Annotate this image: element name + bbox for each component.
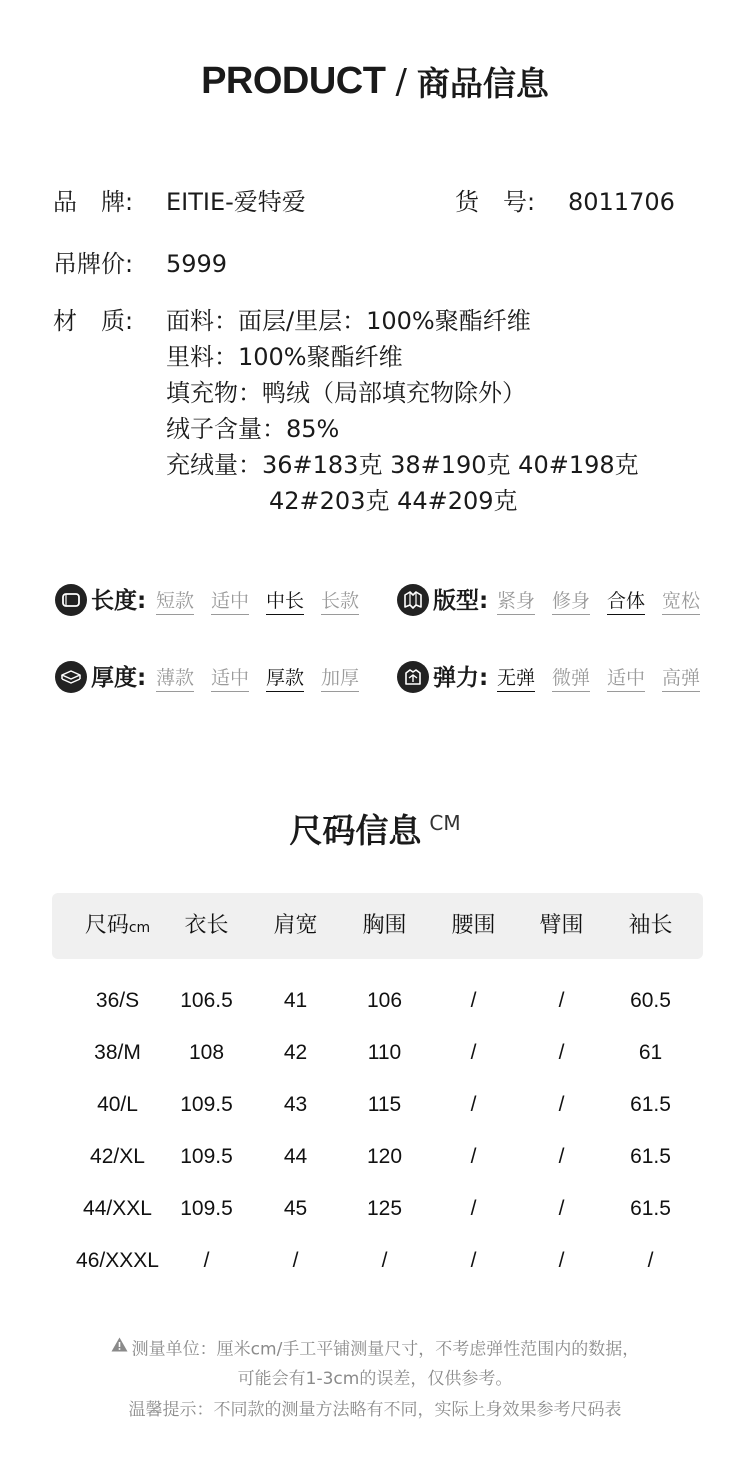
attr-length-option: 适中 [211,588,249,615]
size-table-cell: 106 [366,989,403,1012]
size-table-cell: / [558,989,565,1012]
size-table-header-cell: 尺码cm [84,913,151,938]
price-row [53,246,353,282]
size-table-cell: / [558,1093,565,1116]
header-title-en: PRODUCT [201,60,386,102]
size-table-cell: 110 [367,1041,402,1064]
material-line: 绒子含量：85% [166,415,340,443]
attr-length-label: 长度: [91,588,147,614]
attr-thickness-options [156,665,359,692]
size-table-cell: 42 [283,1041,308,1064]
size-table-cell: 61 [638,1041,663,1064]
size-table-row [52,981,703,1021]
attr-elasticity [397,661,717,695]
size-table-cell: / [470,1093,477,1116]
size-table-cell: / [203,1249,210,1272]
size-info-unit: CM [429,811,461,835]
size-table-cell: 106.5 [180,989,233,1012]
size-table-cell: / [558,1197,565,1220]
size-table-cell: 125 [366,1197,403,1220]
elasticity-icon [397,661,429,693]
size-table-row [52,1033,703,1073]
size-table-cell: 44 [283,1145,308,1168]
brand-row [53,184,383,220]
size-table-cell: 61.5 [630,1145,671,1168]
size-table-cell: / [381,1249,388,1272]
note-line-2: 可能会有1-3cm的误差，仅供参考。 [237,1368,513,1389]
size-table-cell: 108 [188,1041,225,1064]
size-table-cell: 109.5 [180,1093,233,1116]
attr-length-options [156,588,359,615]
size-table-cell: 120 [366,1145,403,1168]
size-table-cell: / [558,1145,565,1168]
attr-elasticity-option: 高弹 [662,665,700,692]
size-table-header-cell: 胸围 [362,913,407,938]
attr-length-option: 长款 [321,588,359,615]
size-table-header-cell: 肩宽 [273,913,318,938]
price-label: 吊牌价: [53,250,134,278]
size-table-cell: 109.5 [180,1197,233,1220]
attr-length [55,584,375,618]
size-table-cell: 109.5 [180,1145,233,1168]
price-value: 5999 [166,250,228,278]
size-table-cell: 46/XXXL [76,1249,159,1272]
size-table-header-cell: 腰围 [451,913,496,938]
attr-length-option: 短款 [156,588,194,615]
attr-thickness-option: 加厚 [321,665,359,692]
size-table-row [52,1137,703,1177]
attr-thickness [55,661,375,695]
size-table-header-cell: 臂围 [539,913,584,938]
size-table-row [52,1241,703,1281]
material-line: 里料：100%聚酯纤维 [166,343,403,371]
size-table-header [52,893,703,959]
item-no-label: 货 号: [455,188,536,216]
attr-elasticity-option-selected: 无弹 [497,665,535,692]
size-table-cell: 38/M [94,1041,141,1064]
size-table-header-cell: 袖长 [628,913,673,938]
attr-elasticity-option: 微弹 [552,665,590,692]
size-table-cell: / [470,1041,477,1064]
size-table-cell: 41 [283,989,308,1012]
attr-thickness-option: 薄款 [156,665,194,692]
warning-icon [111,1333,128,1362]
brand-value: EITIE-爱特爱 [166,188,306,216]
material-label: 材 质: [53,307,134,335]
item-no-row [455,184,695,220]
size-table-cell: / [292,1249,299,1272]
fit-icon [397,584,429,616]
size-table-row [52,1085,703,1125]
attr-fit-option: 紧身 [497,588,535,615]
attr-thickness-option-selected: 厚款 [266,665,304,692]
size-table-cell: 40/L [97,1093,138,1116]
attr-elasticity-option: 适中 [607,665,645,692]
item-no-value: 8011706 [568,188,675,216]
attr-elasticity-options [497,665,700,692]
size-table-cell: 43 [283,1093,308,1116]
size-table-cell: 60.5 [630,989,671,1012]
size-table-row [52,1189,703,1229]
attr-fit-options [497,588,700,615]
material-line: 填充物：鸭绒（局部填充物除外） [166,379,526,407]
material-line: 充绒量：36#183克 38#190克 40#198克 [166,451,639,479]
size-table-cell: / [470,1145,477,1168]
brand-label: 品 牌: [53,188,134,216]
size-table-cell: 44/XXL [83,1197,152,1220]
size-table-cell: 61.5 [630,1093,671,1116]
header-separator: / [395,61,407,102]
material-list [166,303,639,519]
size-table-cell: / [647,1249,654,1272]
size-table-cell: / [470,1197,477,1220]
thickness-icon [55,661,87,693]
size-table-cell: 36/S [95,989,140,1012]
size-table-cell: / [558,1041,565,1064]
notes [0,1335,750,1425]
attr-thickness-label: 厚度: [91,665,147,691]
note-line-1: 测量单位：厘米cm/手工平铺测量尺寸，不考虑弹性范围内的数据， [0,1335,750,1365]
size-table-header-cell: 衣长 [184,913,229,938]
attr-elasticity-label: 弹力: [433,665,489,691]
size-table-cell: 42/XL [90,1145,145,1168]
attr-fit-label: 版型: [433,588,489,614]
attr-fit-option: 宽松 [662,588,700,615]
size-table-cell: / [470,989,477,1012]
size-info-heading: 尺码信息 [289,811,422,850]
size-info-title [0,805,750,852]
attr-length-option-selected: 中长 [266,588,304,615]
size-table-cell: 45 [283,1197,308,1220]
attr-fit [397,584,717,618]
length-icon [55,584,87,616]
size-header-unit: cm [128,920,151,936]
attr-fit-option-selected: 合体 [607,588,645,615]
size-table-cell: / [558,1249,565,1272]
header-title-zh: 商品信息 [416,64,549,103]
attr-fit-option: 修身 [552,588,590,615]
size-table-cell: / [470,1249,477,1272]
page-header [0,58,750,105]
material-line: 42#203克 44#209克 [269,487,518,515]
size-table-cell: 115 [367,1093,402,1116]
material-line: 面料：面层/里层：100%聚酯纤维 [166,307,531,335]
attr-thickness-option: 适中 [211,665,249,692]
size-table-cell: 61.5 [630,1197,671,1220]
note-tip: 温馨提示：不同款的测量方法略有不同，实际上身效果参考尺码表 [128,1399,622,1420]
